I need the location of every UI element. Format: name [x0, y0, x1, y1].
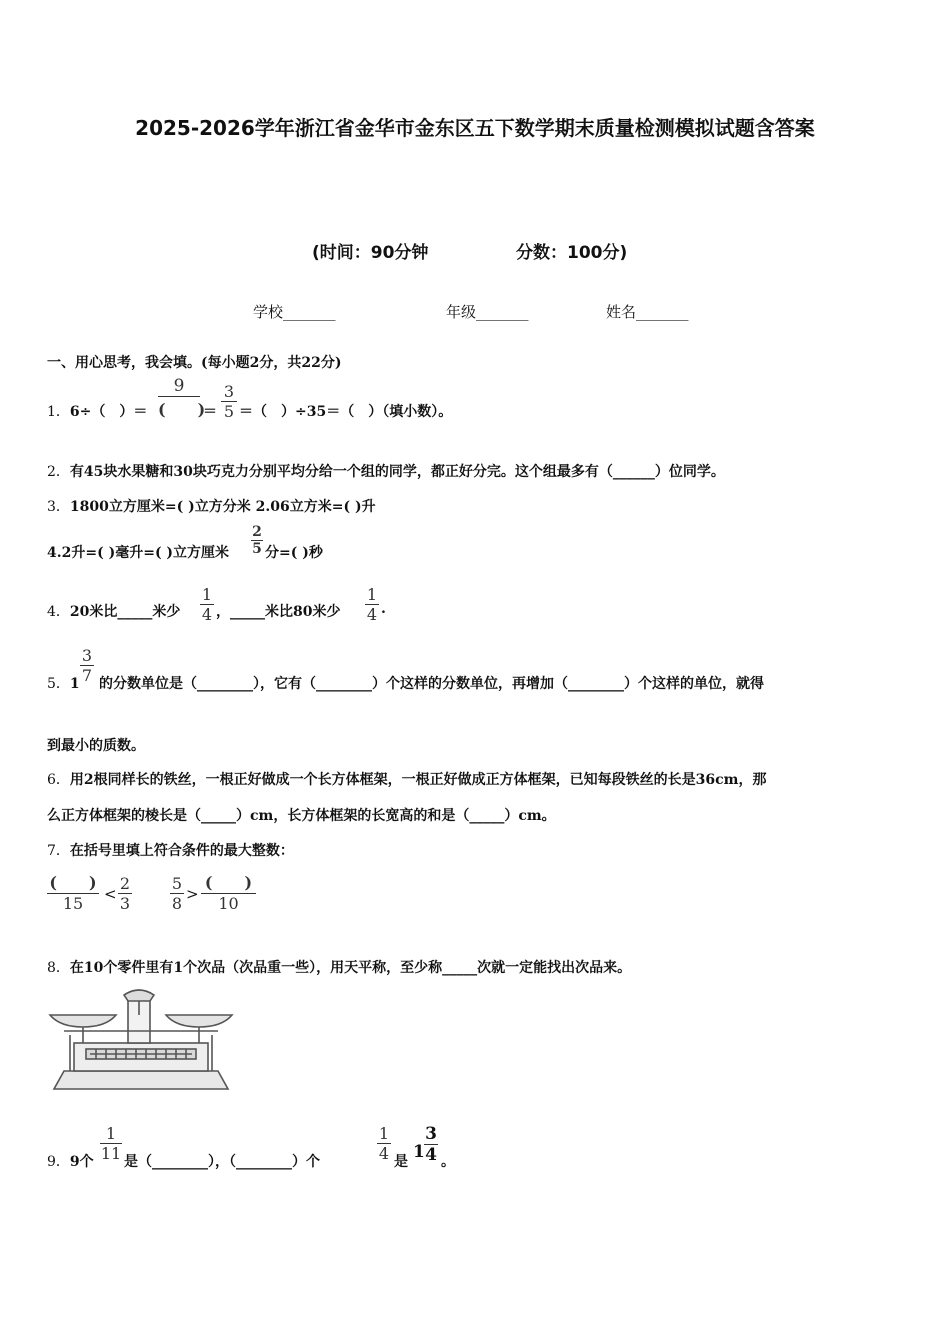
q9-fraction-2: [377, 1124, 391, 1163]
grade-field: 年级_______: [446, 303, 529, 321]
q5-whole: 1: [69, 676, 80, 692]
q4-text-b: ，_____米比80米少: [216, 604, 341, 620]
q1-equals: ＝: [203, 404, 217, 420]
q4-numerator-1: 1: [201, 585, 213, 604]
question-number: 4．: [47, 604, 70, 620]
question-5: [47, 673, 80, 693]
question-number: 9．: [47, 1154, 70, 1170]
question-1: [47, 401, 147, 421]
score-label: 分数：100分): [516, 243, 628, 263]
q4-denominator-2: 4: [366, 605, 378, 624]
question-number: 1．: [47, 404, 70, 420]
time-label: (时间：90分钟: [312, 243, 429, 263]
q9-numerator-3: 3: [425, 1124, 437, 1144]
q7-denominator-3: 8: [171, 894, 183, 913]
q6-line-2: 么正方体框架的棱长是（_____）cm，长方体框架的长宽高的和是（_____）cm。: [47, 808, 556, 824]
q4-denominator-1: 4: [201, 605, 213, 624]
q3-line-1: 1800立方厘米=( )立方分米 2.06立方米=( )升: [69, 499, 376, 515]
q7-numerator-2: 2: [119, 874, 131, 893]
q7-numerator-3: 5: [171, 874, 183, 893]
q9-text-c: 是: [394, 1154, 408, 1170]
greater-than-sign: >: [186, 885, 199, 903]
q5-line-2: 到最小的质数。: [47, 738, 145, 754]
question-number: 7．: [47, 843, 70, 859]
q7-fraction-3: [170, 874, 184, 913]
q4-numerator-2: 1: [366, 585, 378, 604]
less-than-sign: <: [104, 885, 117, 903]
q5-numerator: 3: [81, 646, 93, 665]
question-4: [47, 601, 180, 621]
q1-fraction: [158, 376, 206, 420]
q1-numerator: 9: [173, 376, 185, 396]
question-number: 6．: [47, 772, 70, 788]
q9-fraction-3: [424, 1124, 438, 1165]
q7-numerator-1: ( ): [49, 873, 97, 892]
section-heading: 一、用心思考，我会填。(每小题2分，共22分): [47, 355, 342, 371]
q2-text: 有45块水果糖和30块巧克力分别平均分给一个组的同学，都正好分完。这个组最多有（______）位同学。: [69, 464, 725, 480]
q3-line-2b: 分=( )秒: [265, 545, 323, 561]
q5-text: 的分数单位是（________），它有（________）个这样的分数单位，再增加（________）个这样的单位，就得: [99, 676, 764, 692]
q7-text: 在括号里填上符合条件的最大整数：: [69, 843, 294, 859]
question-number: 3．: [47, 499, 70, 515]
page-title: 2025-2026学年浙江省金华市金东区五下数学期末质量检测模拟试题含答案: [135, 116, 815, 140]
q4-fraction-2: [365, 585, 379, 624]
q9-text-d: 。: [441, 1154, 455, 1170]
q3-numerator: 2: [252, 524, 262, 540]
q3-line-2a: 4.2升=( )毫升=( )立方厘米: [47, 545, 230, 561]
question-number: 5．: [47, 676, 70, 692]
question-7: [47, 840, 294, 860]
q9-fraction-1: [100, 1124, 122, 1163]
school-field: 学校_______: [253, 303, 336, 321]
q3-denominator: 5: [252, 541, 262, 557]
q1-numerator-2: 3: [223, 382, 235, 401]
question-3: [47, 496, 376, 516]
question-number: 2．: [47, 464, 70, 480]
q7-fraction-1: [47, 870, 99, 913]
name-field: 姓名_______: [606, 303, 689, 321]
q7-fraction-2: [118, 874, 132, 913]
q7-denominator-1: 15: [47, 893, 99, 913]
question-8: [47, 957, 631, 977]
q5-denominator: 7: [81, 666, 93, 685]
q9-denominator-2: 4: [378, 1144, 390, 1163]
question-2: [47, 461, 725, 481]
q1-denominator-2: 5: [221, 401, 237, 421]
q4-fraction-1: [200, 585, 214, 624]
q9-denominator-3: 4: [425, 1145, 437, 1165]
q1-text-a: 6÷（ ）＝: [69, 404, 148, 420]
q6-line-1: 用2根同样长的铁丝，一根正好做成一个长方体框架，一根正好做成正方体框架，已知每段铁丝的长是36cm，那: [69, 772, 767, 788]
question-number: 8．: [47, 960, 70, 976]
q9-text-a: 9个: [69, 1154, 94, 1170]
q5-fraction: [80, 646, 94, 685]
q9-numerator-2: 1: [378, 1124, 390, 1143]
q9-whole: 1: [413, 1142, 425, 1162]
question-9: [47, 1151, 94, 1171]
q7-fraction-4: [201, 870, 256, 913]
q9-text-b: 是（________），（________）个: [124, 1154, 320, 1170]
q3-fraction: [251, 524, 263, 557]
q7-denominator-2: 3: [119, 894, 131, 913]
q1-text-b: ＝（ ）÷35＝（ ）（填小数）。: [239, 404, 453, 420]
q4-text-a: 20米比_____米少: [69, 604, 181, 620]
q4-text-c: .: [381, 601, 386, 617]
q7-denominator-4: 10: [201, 893, 256, 913]
q9-numerator-1: 1: [105, 1124, 117, 1143]
q1-denominator: ( ): [158, 396, 200, 420]
q1-fraction-2: [221, 382, 237, 421]
balance-scale-illustration: [46, 985, 236, 1095]
question-6: [47, 769, 766, 789]
q7-numerator-4: ( ): [204, 873, 253, 892]
q9-denominator-1: 11: [100, 1144, 122, 1163]
q8-text: 在10个零件里有1个次品（次品重一些），用天平称，至少称_____次就一定能找出次品来。: [69, 960, 632, 976]
